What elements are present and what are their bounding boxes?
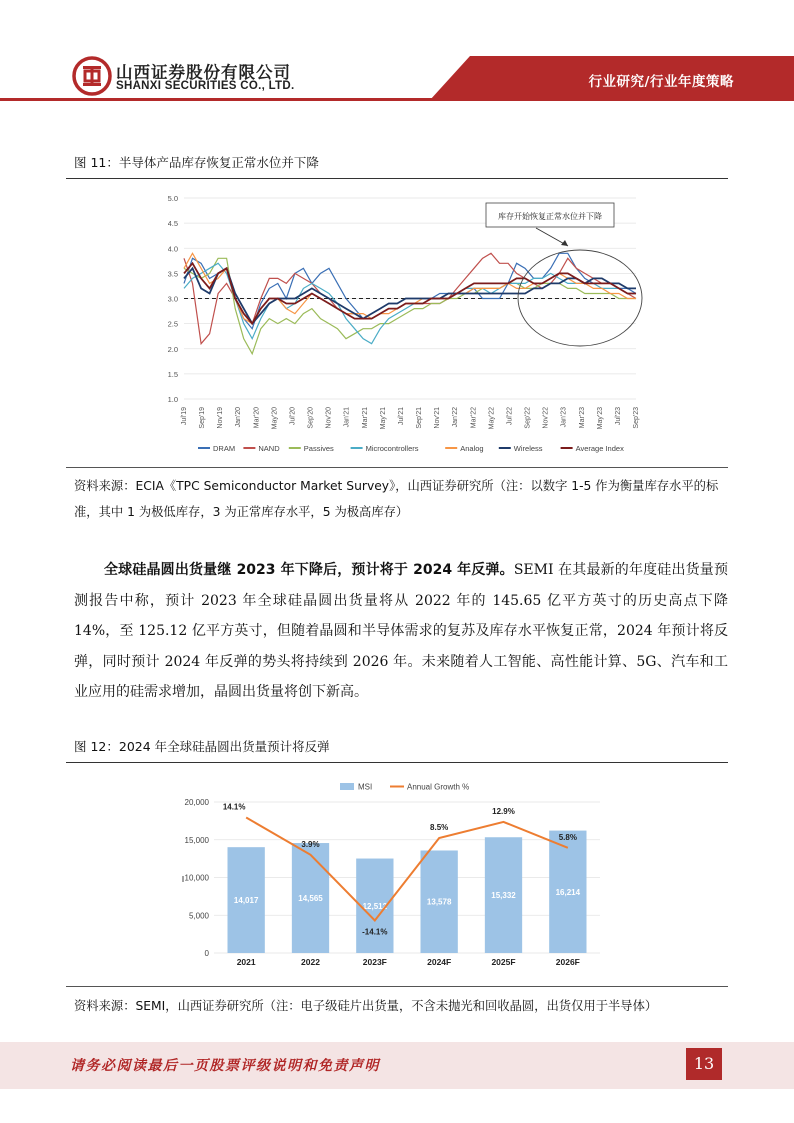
figure-11-source: 资料来源：ECIA《TPC Semiconductor Market Survey》，山西证券研究所（注：以数字 1-5 作为衡量库存水平的标准，其中 1 为极低库存，3 为正常库存水平，5 为极高库存） <box>74 479 719 519</box>
y-tick-label: 3.0 <box>168 294 178 304</box>
x-category-label: 2023F <box>362 957 387 967</box>
x-tick-label: Sep'21 <box>416 407 424 429</box>
paragraph-lead: 全球硅晶圆出货量继 2023 年下降后，预计将于 2024 年反弹。 <box>104 562 514 578</box>
y-tick-label: 2.0 <box>168 344 178 354</box>
annotation-text: 库存开始恢复正常水位并下降 <box>498 212 602 221</box>
legend-label-msi: MSI <box>358 782 373 792</box>
x-tick-label: Mar'23 <box>578 407 586 429</box>
series-line-dram <box>184 253 636 328</box>
x-tick-label: May'21 <box>379 407 387 430</box>
company-name-cn: 山西证券股份有限公司 <box>116 63 291 82</box>
inventory-index-line-chart <box>168 188 648 460</box>
legend-label: Passives <box>303 444 334 453</box>
x-tick-label: May'23 <box>596 407 604 430</box>
growth-data-label: -14.1% <box>362 927 388 937</box>
growth-data-label: 3.9% <box>301 839 320 849</box>
x-category-label: 2026F <box>555 957 580 967</box>
figure-12-source: 资料来源：SEMI，山西证券研究所（注：电子级硅片出货量，不含未抛光和回收晶圆，出货仅用于半导体） <box>74 999 658 1013</box>
y-tick-label: 20,000 <box>184 798 209 807</box>
x-tick-label: May'20 <box>271 407 279 430</box>
x-tick-label: Jan'20 <box>235 407 243 428</box>
x-tick-label: Jul'23 <box>614 407 622 426</box>
wafer-shipment-bar-chart <box>168 772 608 972</box>
msi-bar-label: 14,565 <box>298 894 323 904</box>
x-tick-label: Nov'19 <box>217 407 225 429</box>
x-tick-label: Mar'22 <box>470 407 478 429</box>
x-tick-label: Jan'23 <box>560 407 568 428</box>
legend-label: Microcontrollers <box>365 444 419 453</box>
x-tick-label: Jan'21 <box>343 407 351 428</box>
x-tick-label: Nov'22 <box>542 407 550 429</box>
y-tick-label: 4.5 <box>168 219 178 229</box>
x-category-label: 2021 <box>236 957 256 967</box>
legend-swatch-msi <box>340 783 354 790</box>
y-tick-label: 5.0 <box>168 194 178 203</box>
figure-11-top-rule <box>66 178 728 179</box>
header-rule <box>0 98 794 101</box>
series-line-average-index <box>184 263 636 323</box>
x-tick-label: May'22 <box>488 407 496 430</box>
x-tick-label: Jul'22 <box>506 407 514 426</box>
legend-label-growth: Annual Growth % <box>407 782 470 792</box>
y-tick-label: 15,000 <box>184 835 209 845</box>
x-tick-label: Jan'22 <box>452 407 460 428</box>
y-tick-label: 3.5 <box>168 269 178 279</box>
legend-label: Wireless <box>513 444 543 453</box>
msi-bar-label: 13,578 <box>426 897 452 907</box>
company-name-en: SHANXI SECURITIES CO., LTD. <box>116 80 295 92</box>
figure-11-title: 图 11：半导体产品库存恢复正常水位并下降 <box>74 155 319 170</box>
figure-11-bottom-rule <box>66 467 728 468</box>
x-category-label: 2024F <box>427 957 452 967</box>
x-tick-label: Sep'20 <box>307 407 315 429</box>
growth-data-label: 5.8% <box>558 832 577 842</box>
y-tick-label: 4.0 <box>168 244 178 254</box>
growth-data-label: 8.5% <box>430 822 449 832</box>
x-category-label: 2022 <box>301 957 320 967</box>
series-line-wireless <box>184 268 636 323</box>
paragraph-body: SEMI 在其最新的年度硅出货量预测报告中称，预计 2023 年全球硅晶圆出货量将从 2022 年的 145.65 亿平方英寸的历史高点下降 14%，至 125.12 亿平方英寸，但随着晶圆和半导体需求的复苏及库存水平恢复正常，2024 年预计将反弹，同时预计 2024 年反弹的势头将持续到 2026 年。未来随着人工智能、高性能计算、5G、汽车和工业应用的硅需求增加，晶圆出货量将创下新高。 <box>74 562 728 700</box>
y-tick-label: 1.0 <box>168 395 178 404</box>
x-category-label: 2025F <box>491 957 516 967</box>
x-tick-label: Jul'21 <box>397 407 405 426</box>
body-paragraph <box>74 555 728 708</box>
x-tick-label: Mar'20 <box>253 407 261 429</box>
legend-label: DRAM <box>213 444 236 453</box>
msi-bar-label: 16,214 <box>555 887 581 897</box>
x-tick-label: Nov'20 <box>325 407 333 429</box>
legend-label: Average Index <box>575 444 624 453</box>
y-tick-label: 10,000 <box>184 873 209 883</box>
figure-12-bottom-rule <box>66 986 728 987</box>
msi-bar-label: 14,017 <box>233 896 259 906</box>
growth-data-label: 12.9% <box>492 806 515 816</box>
page-header <box>0 0 794 100</box>
page-number: 13 <box>686 1048 722 1080</box>
x-tick-label: Sep'19 <box>199 407 207 429</box>
figure-12-top-rule <box>66 762 728 763</box>
x-tick-label: Sep'23 <box>633 407 640 429</box>
x-tick-label: Jul'19 <box>181 407 188 426</box>
x-tick-label: Mar'21 <box>361 407 369 429</box>
y-tick-label: 1.5 <box>168 369 178 379</box>
x-tick-label: Jul'20 <box>289 407 297 426</box>
msi-bar-label: 15,332 <box>491 891 516 901</box>
legend-label: NAND <box>258 444 280 453</box>
growth-data-label: 14.1% <box>222 802 246 812</box>
y-tick-label: 5,000 <box>188 911 209 921</box>
x-tick-label: Sep'22 <box>524 407 532 429</box>
footer-disclaimer: 请务必阅读最后一页股票评级说明和免责声明 <box>70 1058 380 1074</box>
legend-label: Analog <box>460 444 484 453</box>
y-tick-label: 0 <box>204 949 209 958</box>
figure-12-title: 图 12：2024 年全球硅晶圆出货量预计将反弹 <box>74 739 330 754</box>
company-logo-icon <box>72 56 112 96</box>
y-tick-label: 2.5 <box>168 319 178 329</box>
x-tick-label: Nov'21 <box>434 407 442 429</box>
report-type-label: 行业研究/行业年度策略 <box>588 74 734 90</box>
msi-bar-label: 12,512 <box>362 901 388 911</box>
